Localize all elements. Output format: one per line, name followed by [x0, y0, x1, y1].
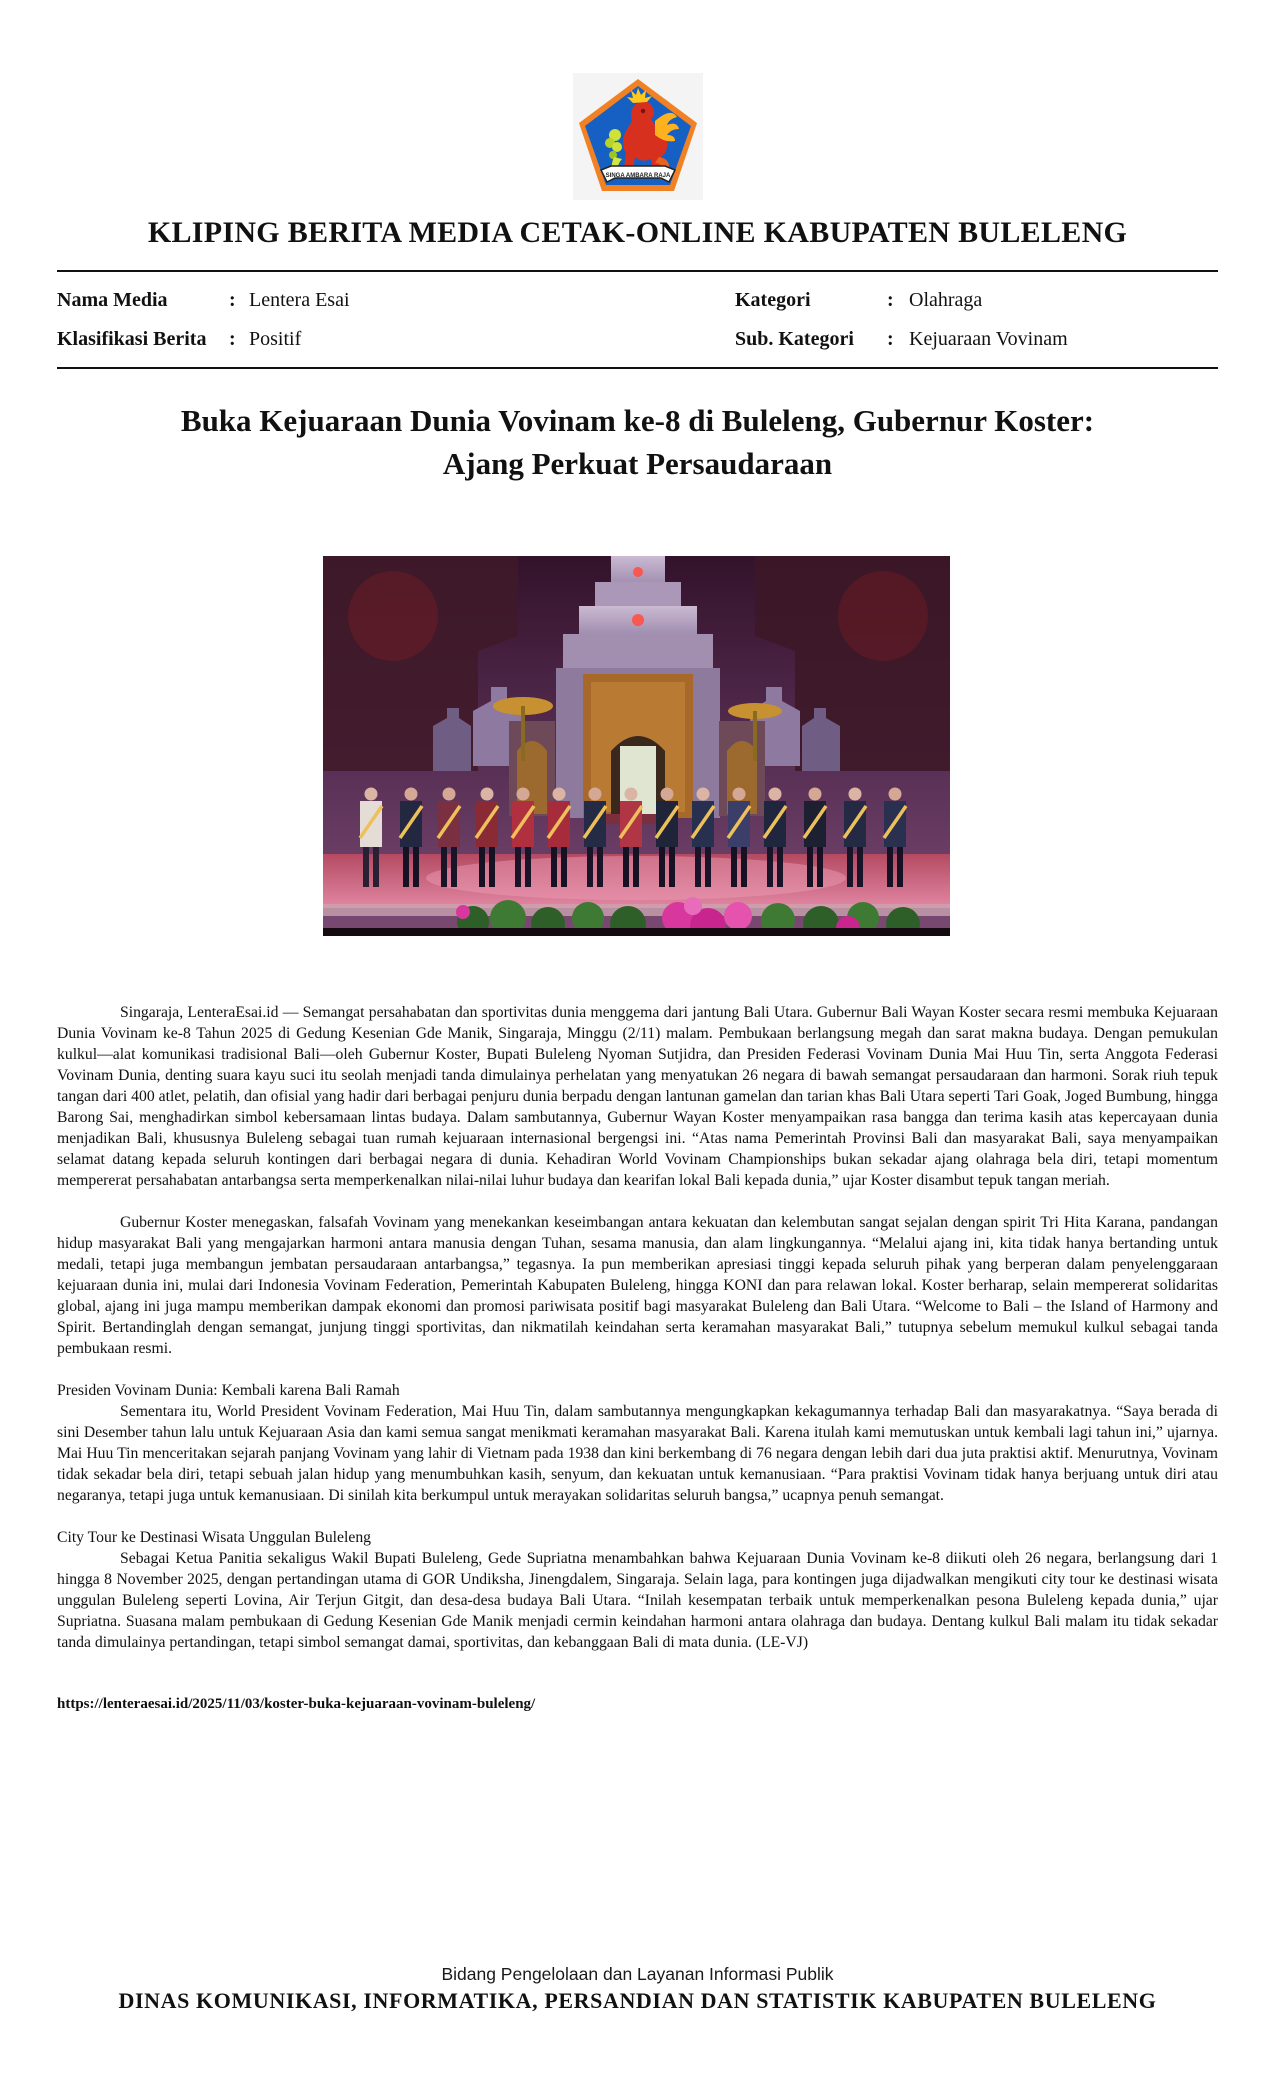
article-subheading-1: Presiden Vovinam Dunia: Kembali karena Bali Ramah: [57, 1382, 400, 1399]
opening-ceremony-stage-photo: [323, 556, 950, 936]
document-title: KLIPING BERITA MEDIA CETAK-ONLINE KABUPATEN BULELENG: [147, 216, 1128, 249]
nama-media-label: Nama Media: [57, 289, 168, 311]
colon: :: [229, 328, 236, 350]
kategori-label: Kategori: [735, 289, 811, 311]
article-headline-line2: Ajang Perkuat Persaudaraan: [442, 446, 833, 481]
divider-meta-bottom: [57, 367, 1218, 369]
colon: :: [229, 289, 236, 311]
buleleng-regency-logo: [573, 73, 703, 200]
sub-kategori-value: Kejuaraan Vovinam: [909, 328, 1068, 350]
article-url-link[interactable]: https://lenteraesai.id/2025/11/03/koster-buka-kejuaraan-vovinam-buleleng/: [57, 1696, 536, 1712]
page-footer: [0, 1964, 1275, 2014]
footer-agency-line: DINAS KOMUNIKASI, INFORMATIKA, PERSANDIAN DAN STATISTIK KABUPATEN BULELENG: [118, 1988, 1157, 2013]
klasifikasi-berita-value: Positif: [249, 328, 302, 350]
event-photo: [323, 556, 950, 936]
sub-kategori-label: Sub. Kategori: [735, 328, 854, 350]
article-paragraph-1: Singaraja, LenteraEsai.id — Semangat persahabatan dan sportivitas dunia menggema dari jantung Bali Utara. Gubernur Bali Wayan Koster secara resmi membuka Kejuaraan Dunia Vovinam ke-8 Tahun 2025 di Gedung Kesenian Gde Manik, Singaraja, Minggu (2/11) malam. Pembukaan berlangsung megah dan sarat makna budaya. Dengan pemukulan kulkul—alat komunikasi tradisional Bali—oleh Gubernur Koster, Bupati Buleleng Nyoman Sutjidra, dan Presiden Federasi Vovinam Dunia Mai Huu Tin, serta Anggota Federasi Vovinam Dunia, denting suara kayu suci itu seolah menjadi tanda dimulainya perhelatan yang menyatukan 26 negara di bawah semangat persaudaraan dan harmoni. Sorak riuh tepuk tangan dari 400 atlet, pelatih, dan ofisial yang hadir dari berbagai penjuru dunia berpadu dengan lantunan gamelan dan tarian khas Bali Utara seperti Tari Goak, Joged Bumbung, hingga Barong Sai, menghadirkan simbol kebersamaan lintas budaya. Dalam sambutannya, Gubernur Wayan Koster menyampaikan rasa bangga dan terima kasih atas kepercayaan dunia menjadikan Bali, khususnya Buleleng sebagai tuan rumah kejuaraan internasional bergengsi ini. “Atas nama Pemerintah Provinsi Bali dan masyarakat Bali, saya menyampaikan selamat datang kepada seluruh kontingen dari berbagai negara di dunia. Kehadiran World Vovinam Championships bukan sekadar ajang olahraga bela diri, tetapi momentum mempererat persahabatan antarbangsa serta memperkenalkan nilai-nilai luhur budaya dan kearifan lokal Bali kepada dunia,” ujar Koster disambut tepuk tangan meriah.: [57, 1004, 1218, 1189]
article-paragraph-2: Gubernur Koster menegaskan, falsafah Vovinam yang menekankan keseimbangan antara kekuatan dan kelembutan sangat sejalan dengan spirit Tri Hita Karana, pandangan hidup masyarakat Bali yang mengajarkan harmoni antara manusia dengan Tuhan, sesama manusia, dan alam lingkungannya. “Melalui ajang ini, kita tidak hanya bertanding untuk medali, tetapi juga membangun jembatan persaudaraan antarbangsa,” tegasnya. Ia pun memberikan apresiasi tinggi kepada seluruh pihak yang berperan dalam penyelenggaraan kejuaraan dunia ini, mulai dari Indonesia Vovinam Federation, Pemerintah Kabupaten Buleleng, hingga KONI dan para relawan lokal. Koster berharap, selain mempererat solidaritas global, ajang ini juga mampu memberikan dampak ekonomi dan promosi pariwisata positif bagi masyarakat Buleleng dan Bali Utara. “Welcome to Bali – the Island of Harmony and Spirit. Bertandinglah dengan semangat, junjung tinggi sportivitas, dan nikmatilah keindahan serta keramahan masyarakat Bali,” tutupnya sebelum memukul kulkul sebagai tanda pembukaan resmi.: [57, 1214, 1218, 1357]
source-url-row: [57, 1693, 1218, 1715]
divider-top: [57, 270, 1218, 272]
article-subheading-2: City Tour ke Destinasi Wisata Unggulan Buleleng: [57, 1529, 372, 1546]
colon: :: [887, 328, 894, 350]
kategori-value: Olahraga: [909, 289, 983, 311]
footer-bureau-line: Bidang Pengelolaan dan Layanan Informasi Publik: [441, 1964, 834, 1984]
metadata-row-1: [57, 281, 1218, 320]
singa-ambara-raja-emblem-icon: [573, 73, 703, 200]
article-headline-line1: Buka Kejuaraan Dunia Vovinam ke-8 di Buleleng, Gubernur Koster:: [180, 403, 1095, 438]
article-headline: [60, 399, 1215, 485]
metadata-row-2: [57, 320, 1218, 359]
article-body: [57, 1002, 1218, 1715]
nama-media-value: Lentera Esai: [249, 289, 350, 311]
svg-text:SINGA AMBARA RAJA: SINGA AMBARA RAJA: [605, 173, 670, 179]
article-paragraph-4: Sebagai Ketua Panitia sekaligus Wakil Bupati Buleleng, Gede Supriatna menambahkan bahwa Kejuaraan Dunia Vovinam ke-8 diikuti oleh 26 negara, berlangsung dari 1 hingga 8 November 2025, dengan pertandingan utama di GOR Undiksha, Jinengdalem, Singaraja. Selain laga, para kontingen juga dijadwalkan mengikuti city tour ke destinasi wisata unggulan Buleleng seperti Lovina, Air Terjun Gitgit, dan desa-desa budaya Bali Utara. “Inilah kesempatan terbaik untuk memperkenalkan pesona Buleleng kepada dunia,” ujar Supriatna. Suasana malam pembukaan di Gedung Kesenian Gde Manik menjadi cermin keindahan harmoni antara olahraga dan budaya. Dentang kulkul Bali malam itu tidak sekadar tanda dimulainya pertandingan, tetapi simbol semangat damai, sportivitas, dan kebanggaan Bali di mata dunia. (LE-VJ): [57, 1550, 1218, 1651]
klasifikasi-berita-label: Klasifikasi Berita: [57, 328, 207, 350]
colon: :: [887, 289, 894, 311]
clipping-metadata: [57, 281, 1218, 359]
article-paragraph-3: Sementara itu, World President Vovinam Federation, Mai Huu Tin, dalam sambutannya mengungkapkan kekagumannya terhadap Bali dan masyarakatnya. “Saya berada di sini Desember tahun lalu untuk Kejuaraan Asia dan kami semua sangat menikmati keramahan masyarakat Bali. Karena itulah kami memutuskan untuk kembali lagi tahun ini,” ujarnya. Mai Huu Tin menceritakan sejarah panjang Vovinam yang lahir di Vietnam pada 1938 dan kini berkembang di 76 negara dengan lebih dari dua juta praktisi aktif. Menurutnya, Vovinam tidak sekadar bela diri, tetapi sebuah jalan hidup yang menumbuhkan kasih, senyum, dan kekuatan untuk kemanusiaan. “Para praktisi Vovinam tidak hanya berjuang untuk diri atau negaranya, tetapi juga untuk kemanusiaan. Di sinilah kita berkumpul untuk merayakan solidaritas seluruh bangsa,” ucapnya penuh semangat.: [57, 1403, 1218, 1504]
